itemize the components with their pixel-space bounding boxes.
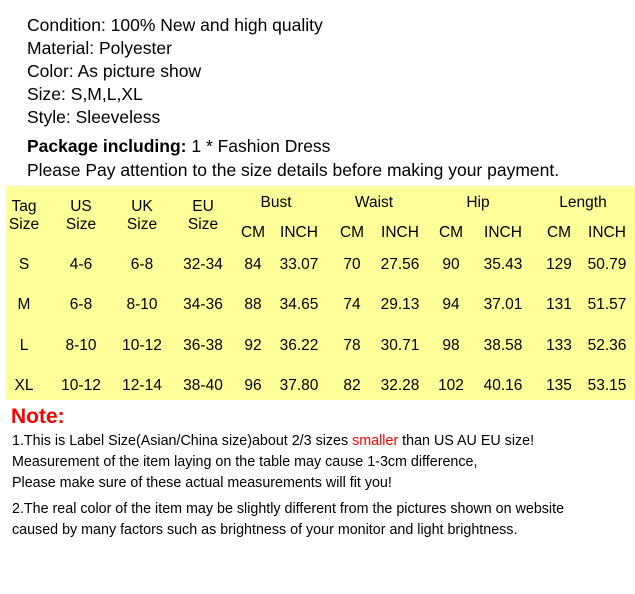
table-cell: 27.56 — [380, 256, 420, 273]
header-us: US — [70, 198, 92, 215]
condition-text: Condition: 100% New and high quality — [27, 15, 323, 35]
package-label: Package including: — [27, 136, 187, 156]
table-cell: 98 — [442, 337, 460, 354]
table-cell: 40.16 — [483, 377, 523, 394]
table-cell: 34.65 — [279, 296, 319, 313]
note-line-5: caused by many factors such as brightness of your monitor and light brightness. — [12, 522, 518, 538]
header-inch: INCH — [588, 224, 626, 241]
attention-text: Please Pay attention to the size details before making your payment. — [27, 160, 560, 180]
table-cell: 37.80 — [279, 377, 319, 394]
table-cell: 37.01 — [483, 296, 523, 313]
size-text: Size: S,M,L,XL — [27, 84, 143, 104]
table-cell: 8-10 — [65, 337, 97, 354]
material-text: Material: Polyester — [27, 38, 172, 58]
header-cm: CM — [546, 224, 572, 241]
header-hip: Hip — [466, 194, 490, 211]
table-cell: L — [19, 337, 29, 354]
table-cell: 10-12 — [61, 377, 101, 394]
header-eu: EU — [192, 198, 214, 215]
header-eu-size: Size — [187, 216, 219, 233]
table-cell: 30.71 — [380, 337, 420, 354]
table-cell: 92 — [244, 337, 262, 354]
header-cm: CM — [438, 224, 464, 241]
table-cell: 94 — [442, 296, 460, 313]
table-cell: 135 — [546, 377, 572, 394]
note-line-1-start: 1.This is Label Size(Asian/China size)about 2/3 sizes — [12, 433, 353, 449]
table-cell: 82 — [343, 377, 361, 394]
table-cell: 70 — [343, 256, 361, 273]
table-cell: 88 — [244, 296, 262, 313]
header-tag: Tag — [11, 198, 37, 215]
note-line-1 — [12, 432, 534, 450]
table-cell: 53.15 — [587, 377, 627, 394]
table-cell: 32-34 — [183, 256, 223, 273]
table-cell: 90 — [442, 256, 460, 273]
table-cell: 33.07 — [279, 256, 319, 273]
note-line-2: Measurement of the item laying on the table may cause 1-3cm difference, — [12, 454, 478, 470]
color-text: Color: As picture show — [27, 61, 202, 81]
header-inch: INCH — [280, 224, 318, 241]
table-cell: 32.28 — [380, 377, 420, 394]
note-line-1-end: than US AU EU size! — [398, 433, 535, 449]
table-cell: 74 — [343, 296, 361, 313]
table-cell: 129 — [546, 256, 572, 273]
header-cm: CM — [240, 224, 266, 241]
table-cell: 36.22 — [279, 337, 319, 354]
note-title: Note: — [11, 405, 65, 428]
table-cell: 131 — [546, 296, 572, 313]
table-cell: 51.57 — [587, 296, 627, 313]
table-cell: 10-12 — [122, 337, 162, 354]
header-cm: CM — [339, 224, 365, 241]
table-cell: M — [17, 296, 31, 313]
table-cell: 36-38 — [183, 337, 223, 354]
table-cell: 96 — [244, 377, 262, 394]
table-cell: 34-36 — [183, 296, 223, 313]
table-cell: 4-6 — [69, 256, 93, 273]
table-cell: 35.43 — [483, 256, 523, 273]
header-inch: INCH — [381, 224, 419, 241]
table-cell: 84 — [244, 256, 262, 273]
header-inch: INCH — [484, 224, 522, 241]
table-cell: 6-8 — [130, 256, 154, 273]
header-waist: Waist — [354, 194, 394, 211]
note-line-3: Please make sure of these actual measurements will fit you! — [12, 475, 392, 491]
note-line-4: 2.The real color of the item may be slightly different from the pictures shown on website — [12, 501, 565, 517]
table-cell: XL — [14, 377, 34, 394]
table-cell: 29.13 — [380, 296, 420, 313]
table-cell: 38.58 — [483, 337, 523, 354]
header-length: Length — [559, 194, 607, 211]
table-cell: 78 — [343, 337, 361, 354]
header-us-size: Size — [65, 216, 97, 233]
header-tag-size: Size — [8, 216, 40, 233]
table-cell: 133 — [546, 337, 572, 354]
table-cell: 12-14 — [122, 377, 162, 394]
size-table — [6, 186, 635, 400]
table-cell: 8-10 — [126, 296, 158, 313]
header-uk: UK — [131, 198, 153, 215]
package-including — [27, 136, 330, 156]
table-cell: 6-8 — [69, 296, 93, 313]
note-smaller-highlight: smaller — [352, 433, 399, 449]
table-cell: 52.36 — [587, 337, 627, 354]
header-bust: Bust — [260, 194, 292, 211]
table-cell: 50.79 — [587, 256, 627, 273]
table-cell: S — [18, 256, 30, 273]
style-text: Style: Sleeveless — [27, 107, 161, 127]
table-cell: 102 — [438, 377, 464, 394]
table-cell: 38-40 — [183, 377, 223, 394]
package-value: 1 * Fashion Dress — [186, 136, 331, 156]
header-uk-size: Size — [126, 216, 158, 233]
